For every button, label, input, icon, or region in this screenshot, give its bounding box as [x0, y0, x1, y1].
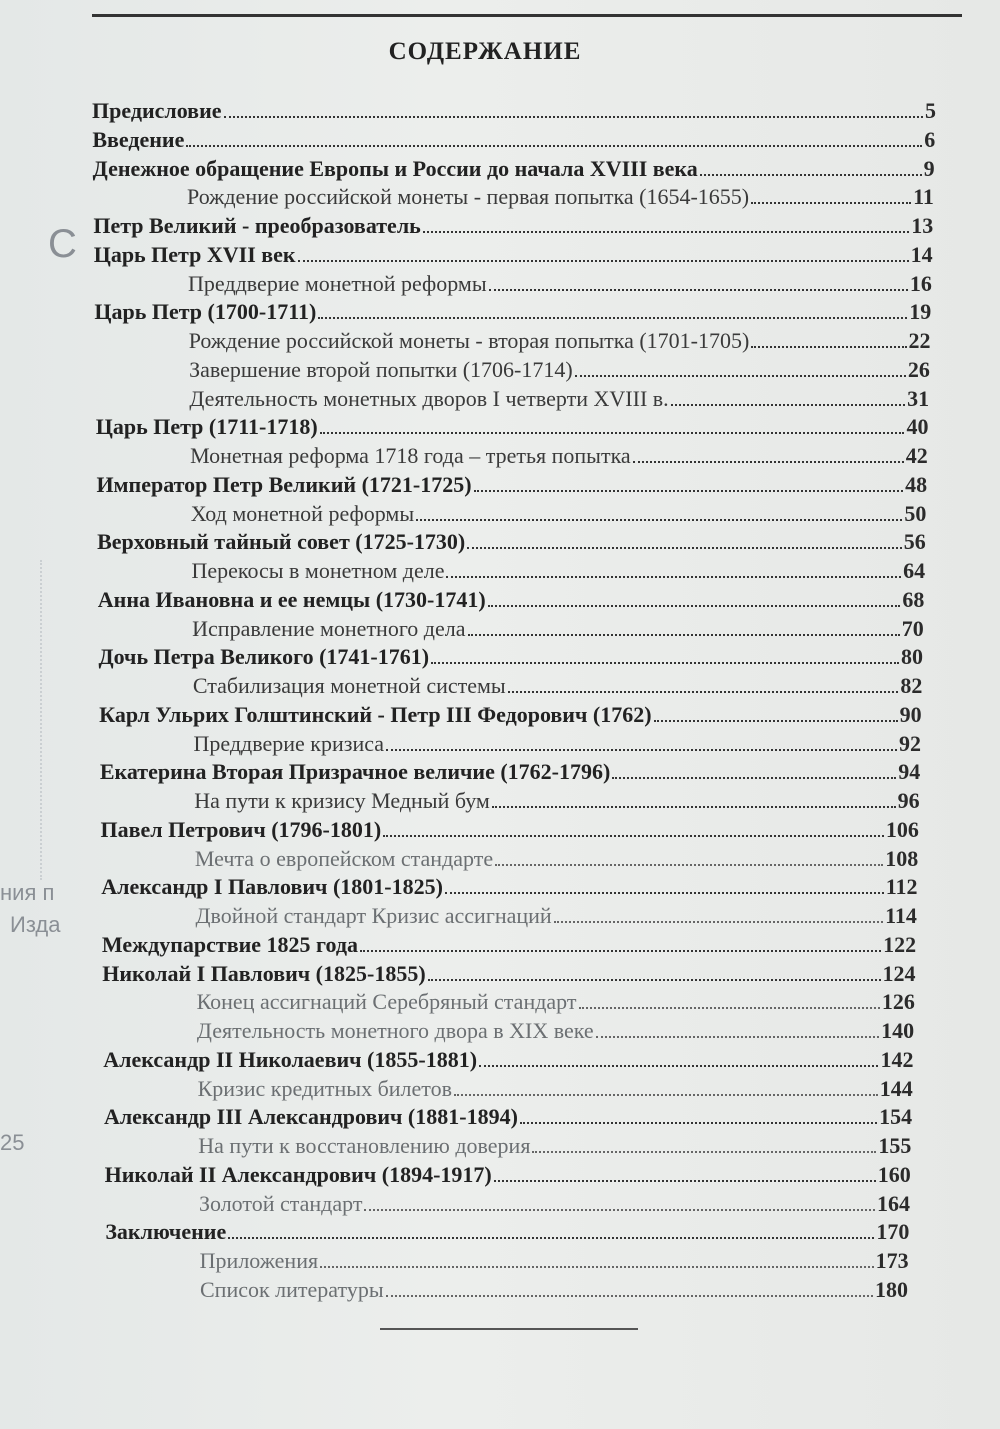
- toc-entry-page-number: 112: [885, 874, 918, 900]
- dot-leader: [186, 145, 922, 147]
- toc-entry: [197, 989, 915, 1015]
- toc-entry-page-number: 126: [881, 989, 915, 1015]
- margin-fragment: Изда: [10, 912, 61, 937]
- toc-entry: [102, 961, 915, 987]
- toc-entry-page-number: 50: [904, 500, 927, 526]
- toc-entry: [198, 1076, 913, 1102]
- toc-entry: [93, 213, 933, 239]
- toc-entry: [189, 386, 929, 412]
- toc-entry-page-number: 16: [909, 270, 932, 296]
- toc-entry: [193, 673, 923, 699]
- toc-entry-page-number: 5: [925, 98, 936, 123]
- toc-entry: [191, 501, 927, 527]
- toc-entry: [101, 874, 917, 900]
- toc-entry: [105, 1219, 909, 1245]
- dot-leader: [320, 432, 905, 434]
- toc-entry-title: Завершение второй попытки (1706-1714): [189, 356, 573, 382]
- toc-entry-title: Рождение российской монеты - первая попытка (1654-1655): [187, 184, 750, 210]
- toc-entry: [190, 443, 928, 469]
- dot-leader: [520, 1122, 877, 1124]
- toc-entry-title: Преддверие монетной реформы: [188, 270, 487, 296]
- toc-entry-page-number: 124: [882, 960, 916, 986]
- dot-leader: [596, 1036, 879, 1038]
- toc-entry: [194, 788, 919, 814]
- dot-leader: [654, 720, 898, 722]
- toc-entry-page-number: 19: [909, 299, 932, 325]
- toc-entry-title: Анна Ивановна и ее немцы (1730-1741): [97, 586, 486, 612]
- toc-entry-page-number: 82: [900, 673, 923, 698]
- toc-entry-title: Деятельность монетных дворов I четверти XVIII в.: [189, 385, 669, 411]
- dot-leader: [318, 317, 907, 319]
- margin-fragment: 25: [0, 1130, 25, 1155]
- toc-entry: [100, 759, 920, 785]
- dot-leader: [320, 1266, 874, 1268]
- toc-entry-title: Царь Петр (1711-1718): [95, 414, 318, 440]
- toc-entry-page-number: 96: [897, 788, 920, 813]
- toc-entry-title: Междупарствие 1825 года: [101, 931, 358, 957]
- toc-entry-page-number: 164: [877, 1190, 911, 1216]
- toc-entry-title: Екатерина Вторая Призрачное величие (1762-1796): [99, 759, 611, 785]
- toc-entry-page-number: 122: [883, 931, 917, 957]
- toc-entry: [198, 1133, 911, 1159]
- dot-leader: [454, 1094, 878, 1096]
- toc-entry-title: Карл Ульрих Голштинский - Петр III Федорович (1762): [99, 701, 652, 727]
- toc-entry-title: Перекосы в монетном деле: [191, 558, 445, 583]
- toc-entry: [98, 587, 925, 613]
- toc-entry-page-number: 155: [878, 1133, 912, 1158]
- toc-entry-page-number: 92: [898, 730, 921, 756]
- dot-leader: [671, 404, 905, 406]
- dot-leader: [612, 777, 896, 779]
- toc-entry-title: Александр III Александрович (1881-1894): [103, 1104, 518, 1130]
- toc-entry: [188, 271, 932, 297]
- toc-entry-title: Рождение российской монеты - вторая попытка (1701-1705): [188, 328, 750, 353]
- dot-leader: [474, 490, 904, 492]
- toc-entry-title: Двойной стандарт Кризис ассигнаций: [195, 903, 552, 928]
- bottom-rule: [380, 1328, 638, 1330]
- toc-entry-page-number: 64: [903, 558, 926, 583]
- dot-leader: [431, 662, 899, 664]
- toc-entry-page-number: 40: [906, 414, 929, 440]
- toc-entry: [96, 414, 929, 440]
- toc-entry-page-number: 160: [877, 1161, 911, 1187]
- toc-entry-title: Мечта о европейском стандарте: [194, 845, 494, 871]
- toc-entry: [105, 1162, 911, 1188]
- toc-entry-title: На пути к кризису Медный бум: [194, 788, 490, 813]
- dot-leader: [554, 921, 883, 923]
- toc-entry: [102, 932, 916, 958]
- toc-entry: [101, 817, 919, 843]
- toc-entry: [195, 846, 918, 872]
- toc-entry: [196, 903, 917, 929]
- page-title: СОДЕРЖАНИЕ: [388, 38, 582, 65]
- toc-entry: [189, 328, 931, 354]
- toc-entry-title: Денежное обращение Европы и России до начала XVIII века: [92, 155, 698, 181]
- toc-entry-page-number: 180: [875, 1276, 908, 1302]
- toc-entry-title: Кризис кредитных билетов: [197, 1075, 453, 1101]
- toc-entry: [200, 1248, 909, 1274]
- dot-leader: [467, 547, 902, 549]
- toc-entry-title: Стабилизация монетной системы: [192, 673, 506, 698]
- toc-entry: [96, 472, 927, 498]
- margin-fragment: ния п: [0, 880, 55, 905]
- top-rule: [92, 0, 962, 17]
- toc-entry-page-number: 13: [911, 213, 934, 238]
- toc-entry-title: Павел Петрович (1796-1801): [100, 816, 382, 842]
- toc-entry-title: Конец ассигнаций Серебряный стандарт: [196, 989, 577, 1015]
- dot-leader: [492, 806, 896, 808]
- toc-entry-page-number: 140: [881, 1018, 915, 1043]
- toc-entry-page-number: 90: [899, 701, 922, 727]
- toc-entry: [191, 558, 925, 584]
- toc-entry-title: Преддверие кризиса: [193, 730, 385, 756]
- toc-entry-page-number: 48: [905, 471, 928, 497]
- toc-entry: [97, 529, 926, 555]
- toc-entry-title: Николай II Александрович (1894-1917): [104, 1161, 492, 1187]
- toc-entry-page-number: 11: [913, 184, 934, 210]
- toc-entry: [199, 1191, 910, 1217]
- dot-leader: [428, 979, 881, 981]
- dot-leader: [751, 202, 911, 204]
- dot-leader: [633, 461, 904, 463]
- toc-entry-page-number: 106: [885, 816, 919, 842]
- dot-leader: [479, 1065, 878, 1067]
- toc-entry-page-number: 108: [885, 845, 919, 871]
- toc-entry-page-number: 173: [875, 1248, 909, 1273]
- dot-leader: [468, 634, 900, 636]
- dot-leader: [495, 864, 883, 866]
- dot-leader: [446, 576, 901, 578]
- dot-leader: [360, 950, 881, 952]
- toc-entry: [92, 98, 936, 124]
- toc-entry-title: Верховный тайный совет (1725-1730): [97, 529, 466, 555]
- dot-leader: [386, 1295, 873, 1297]
- toc-entry-title: Александр II Николаевич (1855-1881): [103, 1046, 478, 1072]
- toc-entry: [189, 357, 930, 383]
- toc-entry: [194, 731, 921, 757]
- dot-leader: [751, 346, 906, 348]
- toc-entry-page-number: 142: [880, 1046, 914, 1072]
- toc-entry-title: Царь Петр (1700-1711): [94, 299, 317, 325]
- toc-entry-page-number: 56: [903, 529, 926, 555]
- toc-entry-page-number: 114: [885, 903, 917, 928]
- toc-entry-title: Николай I Павлович (1825-1855): [102, 960, 426, 986]
- dot-leader: [224, 116, 923, 118]
- dot-leader: [508, 691, 899, 693]
- toc-entry-title: Дочь Петра Великого (1741-1761): [98, 644, 430, 670]
- dot-leader: [228, 1237, 874, 1239]
- dot-leader: [386, 749, 897, 751]
- toc-entry-page-number: 42: [905, 443, 928, 468]
- toc-entry: [103, 1047, 913, 1073]
- toc-entry-page-number: 144: [879, 1075, 913, 1101]
- toc-entry-page-number: 14: [910, 241, 933, 267]
- dot-leader: [416, 519, 902, 521]
- toc-entry-page-number: 170: [876, 1219, 910, 1245]
- toc-entry-page-number: 154: [879, 1104, 913, 1130]
- dot-leader: [579, 1007, 880, 1009]
- toc-entry-title: Список литературы: [200, 1276, 384, 1302]
- toc-entry-title: Деятельность монетного двора в XIX веке: [196, 1018, 594, 1043]
- toc-entry-page-number: 31: [907, 385, 930, 411]
- toc-entry-title: Александр I Павлович (1801-1825): [101, 874, 443, 900]
- toc-entry-title: Петр Великий - преобразователь: [93, 213, 421, 238]
- dot-leader: [298, 260, 909, 262]
- toc-entry-title: Приложения: [199, 1248, 319, 1273]
- toc-entry-page-number: 6: [924, 126, 936, 152]
- toc-entry: [98, 644, 923, 670]
- toc-entry-page-number: 70: [901, 615, 924, 641]
- toc-entry: [197, 1018, 914, 1044]
- toc-entry-page-number: 22: [908, 328, 931, 353]
- margin-scribble: [40, 560, 50, 880]
- toc-entry-page-number: 68: [902, 586, 925, 612]
- margin-fragment: С: [48, 222, 77, 266]
- toc-entry-title: Монетная реформа 1718 года – третья попытка: [190, 443, 631, 468]
- toc-entry: [192, 616, 924, 642]
- dot-leader: [423, 231, 909, 233]
- toc-entry-title: Предисловие: [92, 98, 222, 123]
- toc-entry: [93, 156, 935, 182]
- dot-leader: [700, 174, 922, 176]
- dot-leader: [494, 1180, 876, 1182]
- dot-leader: [364, 1209, 875, 1211]
- toc-entry-page-number: 94: [898, 759, 921, 785]
- toc-entry: [104, 1104, 912, 1130]
- dot-leader: [532, 1151, 876, 1153]
- toc-entry-title: Введение: [92, 126, 185, 152]
- toc-entry-page-number: 9: [923, 155, 935, 181]
- toc-entry: [187, 184, 934, 210]
- dot-leader: [489, 289, 908, 291]
- toc-entry: [92, 127, 935, 153]
- dot-leader: [445, 892, 884, 894]
- dot-leader: [575, 375, 906, 377]
- dot-leader: [488, 605, 901, 607]
- toc-entry-title: Император Петр Великий (1721-1725): [96, 471, 472, 497]
- dot-leader: [383, 835, 884, 837]
- toc-entry-title: Ход монетной реформы: [190, 500, 415, 526]
- toc-entry: [99, 702, 921, 728]
- toc-entry-title: На пути к восстановлению доверия: [198, 1133, 531, 1158]
- toc-entry: [200, 1277, 908, 1303]
- toc-entry-page-number: 26: [907, 356, 930, 382]
- toc-entry: [94, 242, 933, 268]
- toc-entry-title: Царь Петр XVII век: [93, 241, 296, 267]
- toc-entry-title: Золотой стандарт: [198, 1190, 363, 1216]
- toc-entry-title: Исправление монетного дела: [192, 615, 466, 641]
- toc-entry: [94, 299, 931, 325]
- toc-entry-page-number: 80: [901, 644, 924, 670]
- toc-entry-title: Заключение: [105, 1219, 227, 1245]
